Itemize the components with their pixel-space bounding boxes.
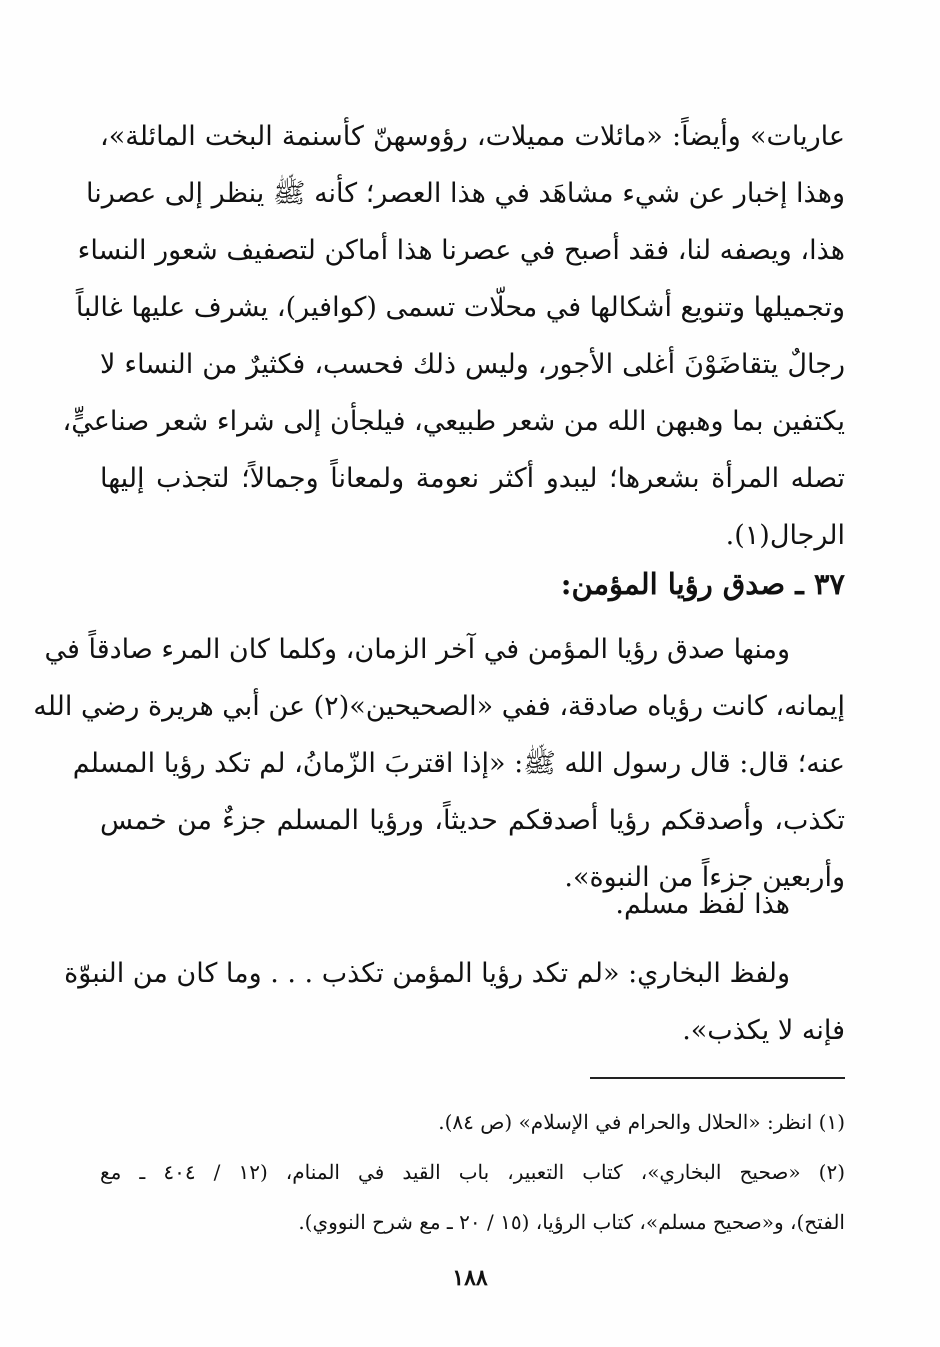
paragraph-line: عاريات» وأيضاً: «مائلات مميلات، رؤوسهنّ كأسنمة البخت المائلة»، (100, 121, 845, 152)
paragraph-line: إيمانه، كانت رؤياه صادقة، ففي «الصحيحين»(٢) عن أبي هريرة رضي الله (33, 691, 845, 722)
footnote-line: (١) انظر: «الحلال والحرام في الإسلام» (ص ٨٤). (438, 1110, 845, 1134)
paragraph-line: وتجميلها وتنويع أشكالها في محلّات تسمى (كوافير)، يشرف عليها غالباً (75, 292, 845, 323)
paragraph-line: ومنها صدق رؤيا المؤمن في آخر الزمان، وكلما كان المرء صادقاً في (44, 634, 790, 665)
note-line: هذا لفظ مسلم. (615, 889, 790, 920)
bukhari-paragraph (64, 945, 845, 1059)
footnotes (100, 1097, 845, 1247)
footnote-line: (٢) «صحيح البخاري»، كتاب التعبير، باب القيد في المنام، (١٢ / ٤٠٤ ـ مع (100, 1160, 846, 1184)
paragraph-line: الرجال(١). (725, 520, 845, 551)
note-paragraph (100, 876, 845, 933)
paragraph-line: ولفظ البخاري: «لم تكد رؤيا المؤمن تكذب . . . وما كان من النبوّة (64, 958, 790, 989)
paragraph-line: تصله المرأة بشعرها؛ ليبدو أكثر نعومة ولمعاناً وجمالاً؛ لتجذب إليها (100, 463, 845, 494)
page-number: ١٨٨ (452, 1265, 488, 1291)
paragraph-line: يكتفين بما وهبهن الله من شعر طبيعي، فيلجأن إلى شراء شعر صناعيٍّ، (62, 406, 845, 437)
paragraph-line: وهذا إخبار عن شيء مشاهَد في هذا العصر؛ كأنه ﷺ ينظر إلى عصرنا (86, 178, 845, 209)
paragraph-line: تكذب، وأصدقكم رؤيا أصدقكم حديثاً، ورؤيا المسلم جزءٌ من خمس (100, 805, 845, 836)
paragraph-line: فإنه لا يكذب». (682, 1015, 845, 1046)
paragraph-line: هذا، ويصفه لنا، فقد أصبح في عصرنا هذا أماكن لتصفيف شعور النساء (77, 235, 845, 266)
intro-paragraph (62, 108, 845, 564)
footnote-line: الفتح)، و«صحيح مسلم»، كتاب الرؤيا، (١٥ / ٢٠ ـ مع شرح النووي). (298, 1210, 845, 1234)
section-paragraph (33, 621, 845, 906)
paragraph-line: عنه؛ قال: قال رسول الله ﷺ: «إذا اقتربَ الزّمانُ، لم تكد رؤيا المسلم (72, 748, 845, 779)
paragraph-line: وأربعين جزءاً من النبوة». (564, 862, 845, 893)
paragraph-line: رجالٌ يتقاضَوْنَ أغلى الأجور، وليس ذلك فحسب، فكثيرٌ من النساء لا (100, 349, 845, 380)
footnote-divider (590, 1077, 845, 1079)
section-heading: ٣٧ ـ صدق رؤيا المؤمن: (560, 567, 845, 601)
